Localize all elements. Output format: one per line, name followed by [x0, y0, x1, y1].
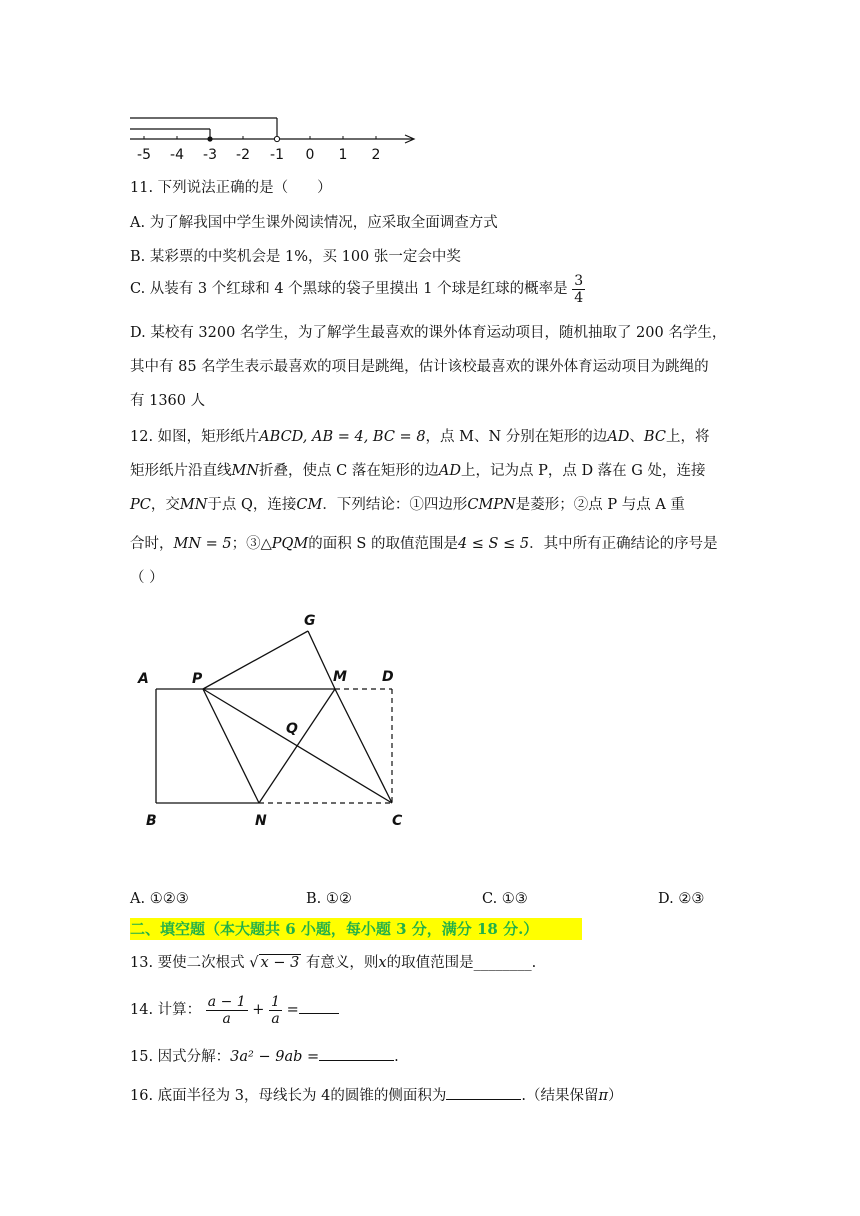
tick-label: -3	[203, 147, 217, 163]
q12-math: CMPN	[467, 497, 516, 513]
q12-line1	[130, 427, 709, 447]
open-dot	[274, 136, 279, 141]
answer-blank	[299, 999, 339, 1014]
tick-label: -4	[170, 147, 184, 163]
tick-label: -5	[137, 147, 151, 163]
q12-text: 矩形纸片沿直线	[130, 463, 232, 479]
tick-label: -2	[236, 147, 250, 163]
q12-text: 于点 Q，连接	[207, 497, 297, 513]
q14	[130, 990, 339, 1030]
q12-text: ．其中所有正确结论的序号是	[529, 536, 718, 552]
q12-math: AD	[438, 463, 461, 479]
label-d: D	[382, 669, 394, 685]
q15-text: .	[394, 1049, 399, 1065]
q11-option-c-text: C. 从装有 3 个红球和 4 个黑球的袋子里摸出 1 个球是红球的概率是	[130, 281, 568, 297]
answer-blank	[446, 1085, 521, 1100]
section-heading-fill-in: 二、填空题（本大题共 6 小题，每小题 3 分，满分 18 分.）	[130, 918, 582, 940]
q12-math: ABCD, AB = 4, BC = 8	[259, 429, 426, 445]
q11-option-d-line3: 有 1360 人	[130, 393, 206, 409]
fraction-numerator: a − 1	[207, 993, 246, 1010]
fraction-three-quarters	[572, 273, 585, 306]
equals-sign: =	[286, 1002, 299, 1018]
rectangle-fold-figure	[130, 605, 420, 830]
q11-option-a: A. 为了解我国中学生课外阅读情况，应采取全面调查方式	[130, 215, 498, 231]
label-a: A	[138, 671, 149, 687]
q12-math: MN	[231, 463, 260, 479]
q11-option-d-line1: D. 某校有 3200 名学生，为了解学生最喜欢的课外体育运动项目，随机抽取了 200 名学生，	[130, 325, 727, 341]
q12-line3	[130, 495, 685, 515]
q12-math: MN = 5	[173, 536, 232, 552]
q16-text: 16. 底面半径为 3，母线长为 4的圆锥的侧面积为	[130, 1088, 447, 1104]
q12-math: PC	[130, 497, 151, 513]
fraction-denominator: 4	[574, 289, 584, 306]
q16-text: .（结果保留	[521, 1088, 599, 1104]
q11-option-d-line2: 其中有 85 名学生表示最喜欢的项目是跳绳，估计该校最喜欢的课外体育运动项目为跳绳的	[130, 359, 709, 375]
q12-text: ，交	[150, 497, 180, 513]
q12-text: ；③	[231, 536, 261, 552]
q12-option-a: A. ①②③	[130, 891, 189, 907]
tick-label: 2	[371, 147, 381, 163]
label-m: M	[333, 669, 347, 685]
q13-var: x	[378, 955, 387, 971]
q12-line4	[130, 534, 718, 554]
q14-text: 14. 计算：	[130, 1002, 202, 1018]
q12-text: ．下列结论：①四边形	[322, 497, 468, 513]
q16-text: ）	[607, 1088, 623, 1104]
q12-text: 折叠，使点 C 落在矩形的边	[259, 463, 439, 479]
q13	[130, 953, 536, 973]
fraction-denominator: a	[222, 1010, 231, 1027]
q12-math: MN	[179, 497, 208, 513]
fraction-denominator: a	[271, 1010, 280, 1027]
q15	[130, 1046, 399, 1067]
q13-text: 有意义，则	[305, 955, 379, 971]
q12-math: △PQM	[260, 536, 309, 552]
fraction-1-over-a	[269, 994, 282, 1027]
label-g: G	[304, 613, 316, 629]
label-p: P	[192, 671, 203, 687]
label-n: N	[255, 813, 267, 829]
q12-line2	[130, 461, 705, 481]
q12-option-d: D. ②③	[658, 891, 705, 907]
q16	[130, 1085, 622, 1106]
q12-text: 上，记为点 P，点 D 落在 G 处，连接	[460, 463, 706, 479]
q12-text: 12. 如图，矩形纸片	[130, 429, 260, 445]
q15-expression: 3a² − 9ab =	[230, 1049, 320, 1065]
q12-math: 4 ≤ S ≤ 5	[457, 536, 530, 552]
q11-stem: 11. 下列说法正确的是（ ）	[130, 180, 332, 196]
square-root: √ x − 3	[249, 955, 300, 971]
q13-text: 的取值范围是________.	[386, 955, 537, 971]
label-q: Q	[286, 721, 298, 737]
tick-label: 1	[338, 147, 348, 163]
q12-option-b: B. ①②	[306, 891, 352, 907]
q12-math: AD	[607, 429, 630, 445]
label-c: C	[392, 813, 403, 829]
fraction-numerator: 3	[574, 272, 584, 289]
q11-option-c	[130, 271, 585, 307]
q15-text: 15. 因式分解：	[130, 1049, 231, 1065]
q12-option-c: C. ①③	[482, 891, 528, 907]
q12-text: 上，将	[665, 429, 710, 445]
number-line-figure	[125, 110, 425, 166]
plus-sign: +	[252, 1002, 265, 1018]
pi-symbol: π	[598, 1088, 608, 1104]
tick-label: 0	[305, 147, 315, 163]
radicand: x − 3	[260, 955, 300, 971]
q12-text: 的面积 S 的取值范围是	[308, 536, 458, 552]
q13-text: 13. 要使二次根式	[130, 955, 245, 971]
answer-blank	[319, 1046, 394, 1061]
q12-text: ，点 M、N 分别在矩形的边	[425, 429, 608, 445]
label-b: B	[146, 813, 157, 829]
q11-option-b: B. 某彩票的中奖机会是 1%，买 100 张一定会中奖	[130, 249, 461, 265]
q12-answer-paren: （ ）	[130, 570, 164, 586]
fraction-numerator: 1	[271, 993, 280, 1010]
tick-label: -1	[270, 147, 284, 163]
q12-text: 是菱形；②点 P 与点 A 重	[515, 497, 685, 513]
fraction-a-minus-1-over-a	[206, 994, 248, 1027]
q12-text: 合时，	[130, 536, 174, 552]
q12-math: CM	[296, 497, 323, 513]
solid-dot	[207, 136, 212, 141]
q12-text: 、	[629, 429, 644, 445]
q12-math: BC	[643, 429, 666, 445]
